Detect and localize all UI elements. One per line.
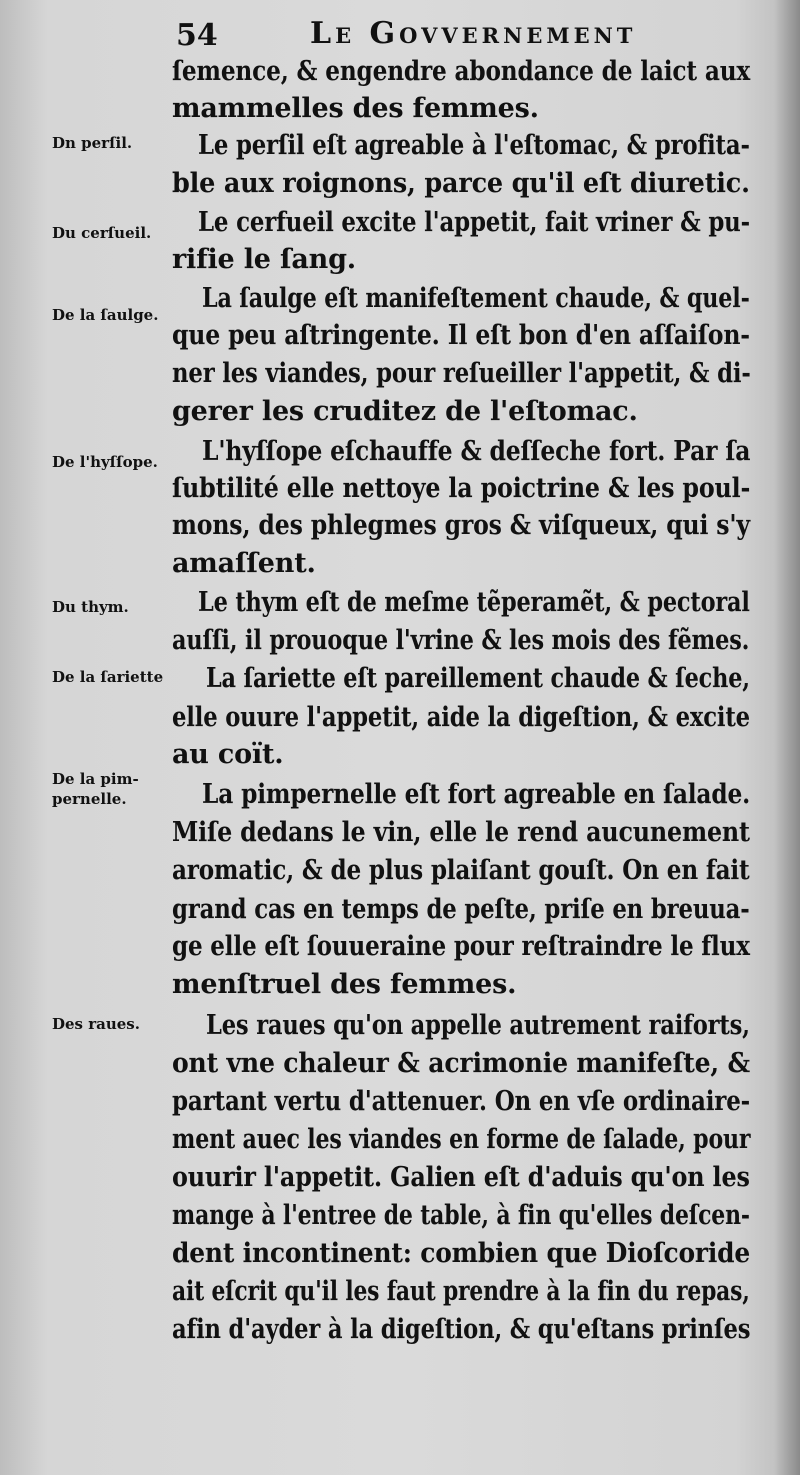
text-line: afin d'ayder à la digeſtion, & qu'eſtans prinſes: [172, 1314, 751, 1345]
margin-note-sariette: De la ſariette: [52, 668, 164, 686]
text-line: ont vne chaleur & acrimonie manifeſte, &: [172, 1048, 750, 1079]
book-spine-shadow: [774, 0, 800, 1475]
text-line: partant vertu d'attenuer. On en vſe ordinaire-: [172, 1086, 751, 1117]
text-line: L'hyſſope eſchauffe & deſſeche fort. Par ſa: [202, 436, 751, 467]
text-line: Les raues qu'on appelle autrement raiforts,: [206, 1010, 750, 1041]
text-line: rifie le ſang.: [172, 244, 356, 275]
text-line: Le cerfueil excite l'appetit, fait vriner & pu-: [198, 207, 750, 238]
text-line: aromatic, & de plus plaiſant gouſt. On en fait: [172, 855, 750, 886]
running-title: Le Govvernement: [310, 16, 637, 51]
text-line: ble aux roignons, parce qu'il eſt diuretic.: [172, 168, 750, 199]
text-line: Miſe dedans le vin, elle le rend aucunement: [172, 817, 750, 848]
text-line: gerer les cruditez de l'eſtomac.: [172, 396, 638, 427]
text-line: ouurir l'appetit. Galien eſt d'aduis qu'on les: [172, 1162, 750, 1193]
text-line: ner les viandes, pour reſueiller l'appetit, & di-: [172, 358, 751, 389]
text-line: grand cas en temps de peſte, priſe en breuua-: [172, 894, 750, 925]
text-line: ſubtilité elle nettoye la poictrine & les poul-: [172, 473, 751, 504]
text-line: mammelles des femmes.: [172, 93, 539, 124]
margin-note-cerfueil: Du cerſueil.: [52, 224, 152, 242]
text-line: Le thym eſt de meſme tẽperamẽt, & pectoral: [198, 587, 750, 618]
page-header: [170, 14, 760, 54]
page-number: 54: [176, 18, 218, 53]
text-line: au coït.: [172, 739, 284, 770]
text-line: ment auec les viandes en forme de ſalade, pour: [172, 1124, 751, 1155]
text-line: ſemence, & engendre abondance de laict aux: [172, 56, 751, 87]
text-line: La pimpernelle eſt fort agreable en ſalade.: [202, 779, 751, 810]
text-line: La ſaulge eſt manifeſtement chaude, & quel-: [202, 283, 750, 314]
text-line: ge elle eſt ſouueraine pour reſtraindre le flux: [172, 931, 750, 962]
text-line: auſſi, il prouoque l'vrine & les mois des fẽmes.: [172, 625, 750, 656]
text-line: Le perſil eſt agreable à l'eſtomac, & profita-: [198, 130, 750, 161]
text-line: ait eſcrit qu'il les faut prendre à la fin du repas,: [172, 1276, 750, 1307]
margin-note-pimpernelle-1: De la pim-: [52, 770, 139, 788]
text-line: mange à l'entree de table, à fin qu'elles deſcen-: [172, 1200, 750, 1231]
margin-note-raues: Des raues.: [52, 1015, 140, 1033]
margin-note-persil: Dn perſil.: [52, 134, 133, 152]
margin-note-hyssope: De l'hyſſope.: [52, 453, 158, 471]
margin-note-pimpernelle-2: pernelle.: [52, 790, 127, 808]
margin-note-saulge: De la ſaulge.: [52, 306, 159, 324]
text-line: La ſariette eſt pareillement chaude & ſeche,: [206, 663, 750, 694]
text-line: menſtruel des femmes.: [172, 969, 517, 1000]
margin-note-thym: Du thym.: [52, 598, 129, 616]
text-line: elle ouure l'appetit, aide la digeſtion, & excite: [172, 702, 750, 733]
text-line: que peu aſtringente. Il eſt bon d'en aſſaiſon-: [172, 320, 750, 351]
text-line: dent incontinent: combien que Dioſcoride: [172, 1238, 751, 1269]
text-line: amaſſent.: [172, 548, 316, 579]
text-line: mons, des phlegmes gros & viſqueux, qui s'y: [172, 510, 750, 541]
